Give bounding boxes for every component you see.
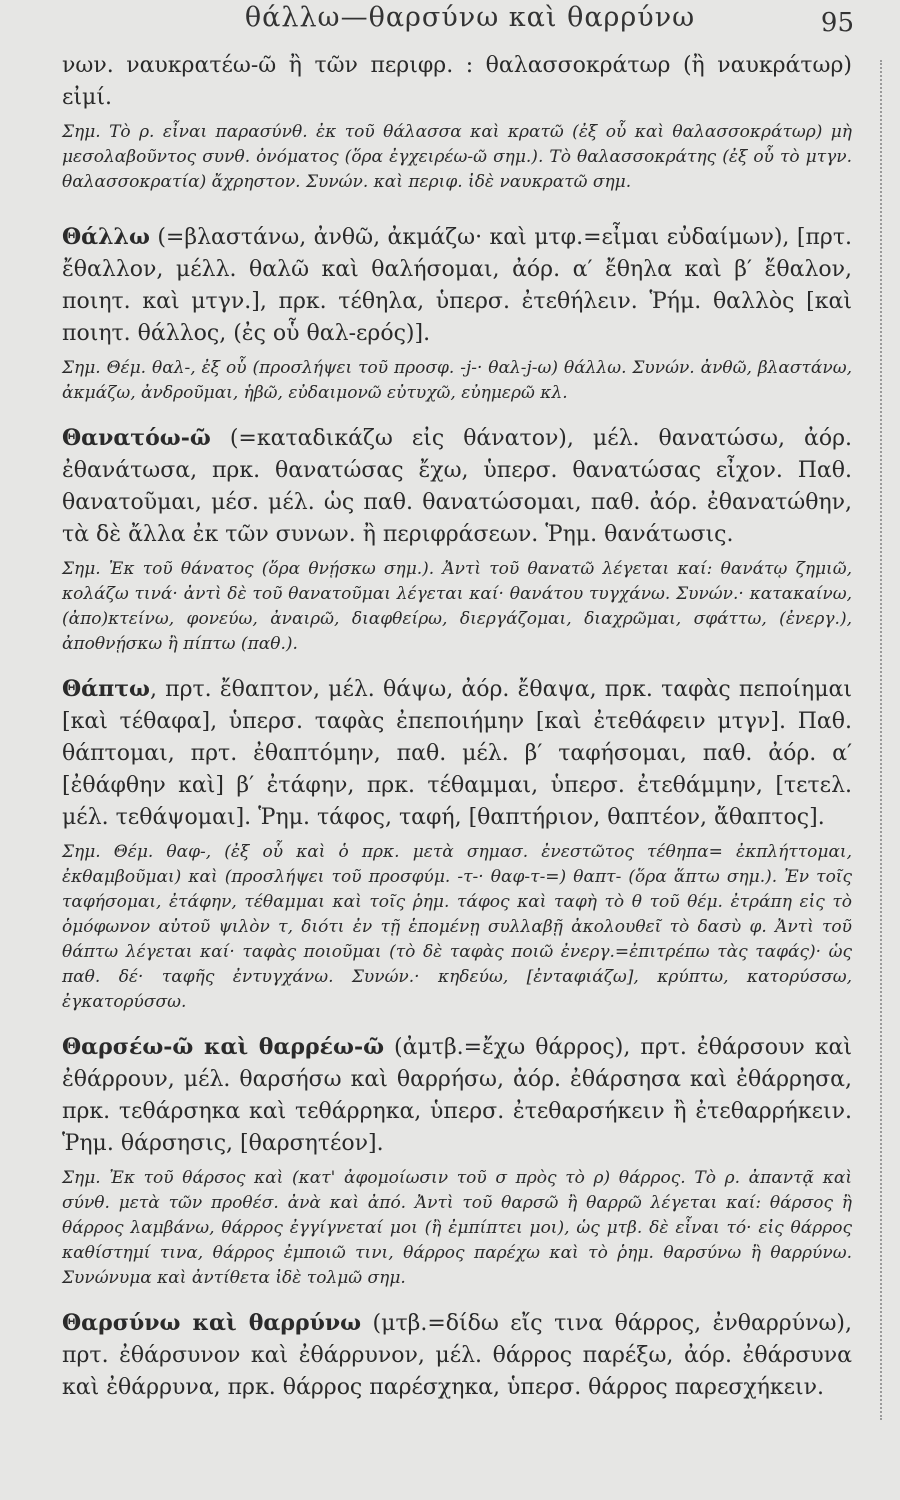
header-title: θάλλω—θαρσύνω καὶ θαρρύνω — [244, 2, 696, 33]
entry-thallo — [62, 221, 852, 350]
headword-thapto: Θάπτω — [62, 676, 150, 702]
entry-thanatoo — [62, 422, 852, 551]
entry-body-thanatoo: (=καταδικάζω εἰς θάνατον), μέλ. θανατώσω, ἀόρ. ἐθανάτωσα, πρκ. θανατώσας ἔχω, ὑπερσ. θανατώσας εἶχον. Παθ. θανατοῦμαι, μέσ. μέλ. ὡς παθ. θανατώσομαι, παθ. ἀόρ. ἐθανατώθην, τὰ δὲ ἄλλα ἐκ τῶν συνων. ἢ περιφράσεων. Ῥημ. θανάτωσις. — [62, 426, 852, 547]
entry-thapto — [62, 673, 852, 834]
headword-thallo: Θάλλω — [62, 224, 150, 250]
running-header — [0, 0, 900, 48]
dictionary-body — [62, 50, 852, 1404]
page-number: 95 — [820, 8, 854, 38]
entry-body-tharseo: (ἀμτβ.=ἔχω θάρρος), πρτ. ἐθάρσουν καὶ ἐθάρρουν, μέλ. θαρσήσω καὶ θαρρήσω, ἀόρ. ἐθάρσησα καὶ ἐθάρρησα, πρκ. τεθάρσηκα καὶ τεθάρρηκα, ὑπερσ. ἐτεθαρσήκειν ἢ ἐτεθαρρήκειν. Ῥημ. θάρσησις, [θαρσητέον]. — [62, 1035, 852, 1156]
entry-tharsyno — [62, 1307, 852, 1404]
entry-note-thalassokrateo: Σημ. Τὸ ρ. εἶναι παρασύνθ. ἐκ τοῦ θάλασσα καὶ κρατῶ (ἐξ οὗ καὶ θαλασσοκράτωρ) μὴ μεσολαβοῦντος συνθ. ὀνόματος (ὅρα ἐγχειρέω-ῶ σημ.). Τὸ θαλασσοκράτης (ἐξ οὗ τὸ μτγν. θαλασσοκρατία) ἄχρηστον. Συνών. καὶ περιφ. ἰδὲ ναυκρατῶ σημ. — [62, 122, 852, 192]
headword-thanatoo: Θανατόω-ῶ — [62, 425, 211, 451]
entry-note-thallo: Σημ. Θέμ. θαλ-, ἐξ οὗ (προσλήψει τοῦ προσφ. -j-· θαλ-j-ω) θάλλω. Συνών. ἀνθῶ, βλαστάνω, ἀκμάζω, ἀνδροῦμαι, ἡβῶ, εὐδαιμονῶ εὐτυχῶ, εὐημερῶ κλ. — [62, 358, 852, 403]
entry-note-tharseo: Σημ. Ἐκ τοῦ θάρσος καὶ (κατ' ἀφομοίωσιν τοῦ σ πρὸς τὸ ρ) θάρρος. Τὸ ρ. ἀπαντᾷ καὶ σύνθ. μετὰ τῶν προθέσ. ἀνὰ καὶ ἀπό. Ἀντὶ τοῦ θαρσῶ ἢ θαρρῶ λέγεται καί: θάρσος ἢ θάρρος λαμβάνω, θάρρος ἐγγίγνεταί μοι (ἢ ἐμπίπτει μοι), ὡς μτβ. δὲ εἶναι τό· εἰς θάρρος καθίστημί τινα, θάρρος ἐμποιῶ τινι, θάρρος παρέχω καὶ τὸ ῥημ. θαρσύνω ἢ θαρρύνω. Συνώνυμα καὶ ἀντίθετα ἰδὲ τολμῶ σημ. — [62, 1168, 852, 1288]
right-margin-rule — [880, 60, 882, 1420]
headword-tharseo: Θαρσέω-ῶ καὶ θαρρέω-ῶ — [62, 1034, 385, 1060]
headword-tharsyno: Θαρσύνω καὶ θαρρύνω — [62, 1310, 362, 1336]
entry-body-thalassokrateo: νων. ναυκρατέω-ῶ ἢ τῶν περιφρ. : θαλασσοκράτωρ (ἢ ναυκράτωρ) εἰμί. — [62, 53, 852, 110]
entry-note-thanatoo: Σημ. Ἐκ τοῦ θάνατος (ὅρα θνῄσκω σημ.). Ἀντὶ τοῦ θανατῶ λέγεται καί: θανάτῳ ζημιῶ, κολάζω τινά· ἀντὶ δὲ τοῦ θανατοῦμαι λέγεται καί· θανάτου τυγχάνω. Συνών.· κατακαίνω, (ἀπο)κτείνω, φονεύω, ἀναιρῶ, διαφθείρω, διεργάζομαι, διαχρῶμαι, σφάττω, (ἐνεργ.), ἀποθνῄσκω ἢ πίπτω (παθ.). — [62, 559, 852, 654]
entry-body-thapto: , πρτ. ἔθαπτον, μέλ. θάψω, ἀόρ. ἔθαψα, πρκ. ταφὰς πεποίημαι [καὶ τέθαφα], ὑπερσ. ταφὰς ἐπεποιήμην [καὶ ἐτεθάφειν μτγν]. Παθ. θάπτομαι, πρτ. ἐθαπτόμην, παθ. μέλ. β′ ταφήσομαι, παθ. ἀόρ. α′ [ἐθάφθην καὶ] β′ ἐτάφην, πρκ. τέθαμμαι, ὑπερσ. ἐτεθάμμην, [τετελ. μέλ. τεθάψομαι]. Ῥημ. τάφος, ταφή, [θαπτήριον, θαπτέον, ἄθαπτος]. — [62, 677, 852, 830]
entry-body-thallo: (=βλαστάνω, ἀνθῶ, ἀκμάζω· καὶ μτφ.=εἶμαι εὐδαίμων), [πρτ. ἔθαλλον, μέλλ. θαλῶ καὶ θαλήσομαι, ἀόρ. α′ ἔθηλα καὶ β′ ἔθαλον, ποιητ. καὶ μτγν.], πρκ. τέθηλα, ὑπερσ. ἐτεθήλειν. Ῥήμ. θαλλὸς [καὶ ποιητ. θάλλος, (ἐς οὗ θαλ-ερός)]. — [62, 225, 852, 346]
entry-tharseo — [62, 1031, 852, 1160]
entry-body-tharsyno: (μτβ.=δίδω εἴς τινα θάρρος, ἐνθαρρύνω), πρτ. ἐθάρσυνον καὶ ἐθάρρυνον, μέλ. θάρρος παρέξω, ἀόρ. ἐθάρσυνα καὶ ἐθάρρυνα, πρκ. θάρρος παρέσχηκα, ὑπερσ. θάρρος παρεσχήκειν. — [62, 1311, 852, 1400]
entry-note-thapto: Σημ. Θέμ. θαφ-, (ἐξ οὗ καὶ ὁ πρκ. μετὰ σημασ. ἐνεστῶτος τέθηπα= ἐκπλήττομαι, ἐκθαμβοῦμαι) καὶ (προσλήψει τοῦ προσφύμ. -τ-· θαφ-τ-=) θαπτ- (ὅρα ἅπτω σημ.). Ἐν τοῖς ταφήσομαι, ἐτάφην, τέθαμμαι καὶ τοῖς ῥημ. τάφος καὶ ταφὴ τὸ θ τοῦ θέμ. ἐτράπη εἰς τὸ ὁμόφωνον αὐτοῦ ψιλὸν τ, διότι ἐν τῇ ἑπομένῃ συλλαβῇ ἀκολουθεῖ τὸ δασὺ φ. Ἀντὶ τοῦ θάπτω λέγεται καί· ταφὰς ποιοῦμαι (τὸ δὲ ταφὰς ποιῶ ἐνεργ.=ἐπιτρέπω τὰς ταφάς)· ὡς παθ. δέ· ταφῆς ἐντυγχάνω. Συνών.· κηδεύω, [ἐνταφιάζω], κρύπτω, κατορύσσω, ἐγκατορύσσω. — [62, 842, 852, 1012]
